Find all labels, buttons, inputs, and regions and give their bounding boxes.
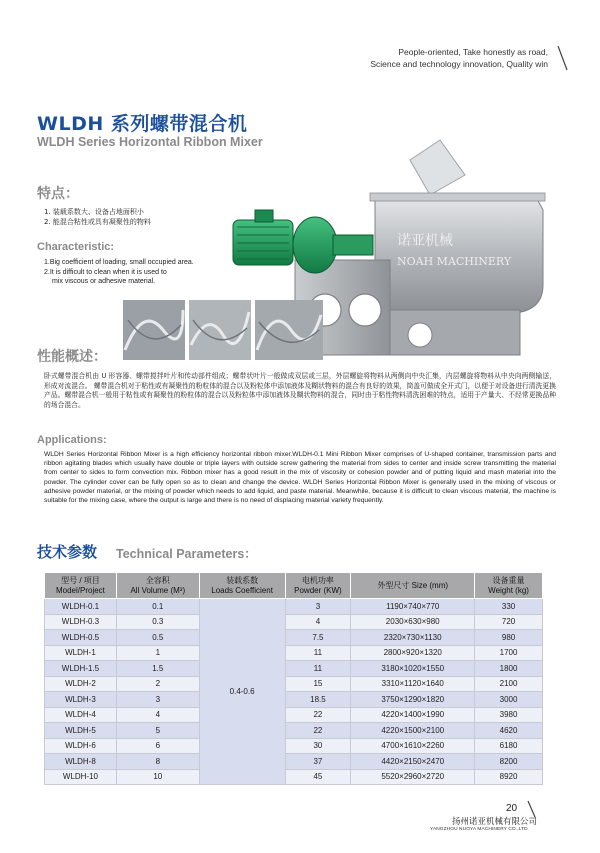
cell-volume: 8 [116, 754, 199, 770]
cell-size: 4420×2150×2470 [351, 754, 475, 770]
performance-heading: 性能概述： [37, 349, 107, 365]
page-number: 20 [506, 803, 518, 814]
features-heading-en: Characteristic: [37, 241, 115, 253]
watermark-cn: 诺亚机械 [397, 233, 453, 249]
cell-power: 45 [285, 769, 351, 785]
table-row [45, 630, 543, 646]
features-heading-cn: 特点： [37, 186, 79, 202]
cell-model: WLDH-2 [45, 676, 117, 692]
cell-volume: 3 [116, 692, 199, 708]
table-row [45, 769, 543, 785]
table-row [45, 738, 543, 754]
cell-power: 22 [285, 707, 351, 723]
page-title: WLDH 系列螺带混合机 [37, 113, 248, 135]
cell-weight: 980 [475, 630, 543, 646]
cell-model: WLDH-10 [45, 769, 117, 785]
cell-volume: 10 [116, 769, 199, 785]
table-row [45, 645, 543, 661]
company-name-en: YANGZHOU NUOYA MACHINERY CO.,LTD [430, 827, 528, 832]
performance-paragraph: 卧式螺带混合机由 U 形容器、螺带搅拌叶片和传动部件组成；螺带状叶片一般做成双层或三层，外层螺旋将物料从两侧向中央汇集，内层螺旋将物料从中央向两侧输送，形成对流混合。 螺带混合机对于粘性或有凝聚性的粉粒体的混合以及粉粒体中添加液体及糊状物料的混合有良好的效果，筒盖可做成全开式门，以便于对设备进行清洗更换产品。螺带混合机一般用于粘性或有凝聚性的粉粒体的混合以及粉粒体中添加液体及糊状物料的混合，同时由于粘性物料清洗困难的特点，适用于产量大、不经常更换品种的场合混合。 [44, 372, 556, 409]
cell-weight: 3000 [475, 692, 543, 708]
cell-size: 3310×1120×1640 [351, 676, 475, 692]
cell-volume: 5 [116, 723, 199, 739]
feature-item-en: mix viscous or adhesive material. [52, 278, 156, 285]
slogan-line-2: Science and technology innovation, Quality win [370, 59, 548, 69]
cell-size: 2320×730×1130 [351, 630, 475, 646]
table-row [45, 661, 543, 677]
table-row [45, 723, 543, 739]
table-row [45, 599, 543, 615]
cell-power: 30 [285, 738, 351, 754]
column-header-weight: 设备重量 Weight (kg) [475, 573, 543, 599]
header-slogan [370, 46, 548, 70]
page-subtitle: WLDH Series Horizontal Ribbon Mixer [37, 135, 263, 149]
applications-heading: Applications: [37, 434, 107, 446]
technical-parameters-table [44, 572, 543, 785]
cell-model: WLDH-6 [45, 738, 117, 754]
cell-size: 3750×1290×1820 [351, 692, 475, 708]
cell-weight: 4620 [475, 723, 543, 739]
cell-weight: 6180 [475, 738, 543, 754]
table-row [45, 614, 543, 630]
cell-weight: 8920 [475, 769, 543, 785]
cell-power: 4 [285, 614, 351, 630]
cell-model: WLDH-1 [45, 645, 117, 661]
watermark-en: NOAH MACHINERY [397, 255, 512, 268]
cell-model: WLDH-0.3 [45, 614, 117, 630]
cell-power: 7.5 [285, 630, 351, 646]
table-row [45, 676, 543, 692]
cell-model: WLDH-1.5 [45, 661, 117, 677]
cell-power: 18.5 [285, 692, 351, 708]
ribbon-agitator-photos [123, 300, 323, 360]
cell-size: 2800×920×1320 [351, 645, 475, 661]
cell-power: 37 [285, 754, 351, 770]
cell-model: WLDH-0.5 [45, 630, 117, 646]
cell-volume: 4 [116, 707, 199, 723]
cell-size: 5520×2960×2720 [351, 769, 475, 785]
cell-volume: 2 [116, 676, 199, 692]
cell-weight: 3980 [475, 707, 543, 723]
cell-power: 11 [285, 661, 351, 677]
features-list-en [44, 258, 194, 287]
cell-model: WLDH-4 [45, 707, 117, 723]
cell-volume: 0.5 [116, 630, 199, 646]
cell-load-coefficient: 0.4-0.6 [199, 599, 285, 785]
cell-size: 1190×740×770 [351, 599, 475, 615]
cell-weight: 2100 [475, 676, 543, 692]
tech-params-heading-en: Technical Parameters： [116, 547, 257, 561]
cell-power: 22 [285, 723, 351, 739]
table-row [45, 754, 543, 770]
column-header-volume: 全容积 All Volume (M³) [116, 573, 199, 599]
cell-size: 4700×1610×2260 [351, 738, 475, 754]
cell-volume: 1.5 [116, 661, 199, 677]
feature-item-cn: 2. 能混合粘性或具有凝聚性的物料 [44, 218, 151, 226]
cell-volume: 0.1 [116, 599, 199, 615]
company-name-cn: 扬州诺亚机械有限公司 [452, 817, 538, 827]
table-row [45, 707, 543, 723]
cell-size: 4220×1500×2100 [351, 723, 475, 739]
cell-power: 11 [285, 645, 351, 661]
column-header-size: 外型尺寸 Size (mm) [351, 573, 475, 599]
applications-paragraph: WLDH Series Horizontal Ribbon Mixer is a high efficiency horizontal ribbon mixer.WLDH-0.1 Mini Ribbon Mixer comprises of U-shaped container, transmission parts and ribbon agitating blades which usually have double or triple layers with outside screw gathering the material from sides to center and inside screw transmitting the material from center to sides to form convection mix. Ribbon mixer has a good result in the mix of viscosity or cohesion powder and of putting liquid and mash material into the powder. The cylinder cover can be fully open so as to clean and change the device. WLDH Series Horizontal Ribbon Mixer is generally used in the mixing of viscous or adhesive powder material, or the mixing of powder which needs to add liquid, and paste material. Meanwhile, because it is difficult to clean viscous material, the machine is suitable for the mixing case, where the output is large and there is no need of displacing material variety frequently. [44, 451, 556, 505]
cell-weight: 330 [475, 599, 543, 615]
cell-model: WLDH-0.1 [45, 599, 117, 615]
tech-params-heading-cn: 技术参数 [37, 543, 98, 561]
cell-weight: 1700 [475, 645, 543, 661]
cell-volume: 6 [116, 738, 199, 754]
cell-size: 2030×630×980 [351, 614, 475, 630]
column-header-model: 型号 / 项目 Model/Project [45, 573, 117, 599]
feature-item-en: 1.Big coefficient of loading, small occupied area. [44, 259, 194, 266]
feature-item-cn: 1. 装载系数大、设备占地面积小 [44, 208, 144, 216]
cell-power: 15 [285, 676, 351, 692]
cell-weight: 720 [475, 614, 543, 630]
cell-model: WLDH-3 [45, 692, 117, 708]
slogan-line-1: People-oriented, Take honestly as road, [398, 47, 548, 57]
cell-model: WLDH-8 [45, 754, 117, 770]
cell-model: WLDH-5 [45, 723, 117, 739]
cell-volume: 1 [116, 645, 199, 661]
cell-size: 3180×1020×1550 [351, 661, 475, 677]
slash-decoration-icon [556, 44, 570, 72]
cell-volume: 0.3 [116, 614, 199, 630]
feature-item-en: 2.It is difficult to clean when it is used to [44, 268, 167, 276]
cell-size: 4220×1400×1990 [351, 707, 475, 723]
cell-weight: 8200 [475, 754, 543, 770]
column-header-load-coefficient: 装载系数 Loads Coefficient [199, 573, 285, 599]
table-row [45, 692, 543, 708]
cell-weight: 1800 [475, 661, 543, 677]
column-header-power: 电机功率 Powder (KW) [285, 573, 351, 599]
cell-power: 3 [285, 599, 351, 615]
table-header-row [45, 573, 543, 599]
features-list-cn [44, 207, 151, 227]
